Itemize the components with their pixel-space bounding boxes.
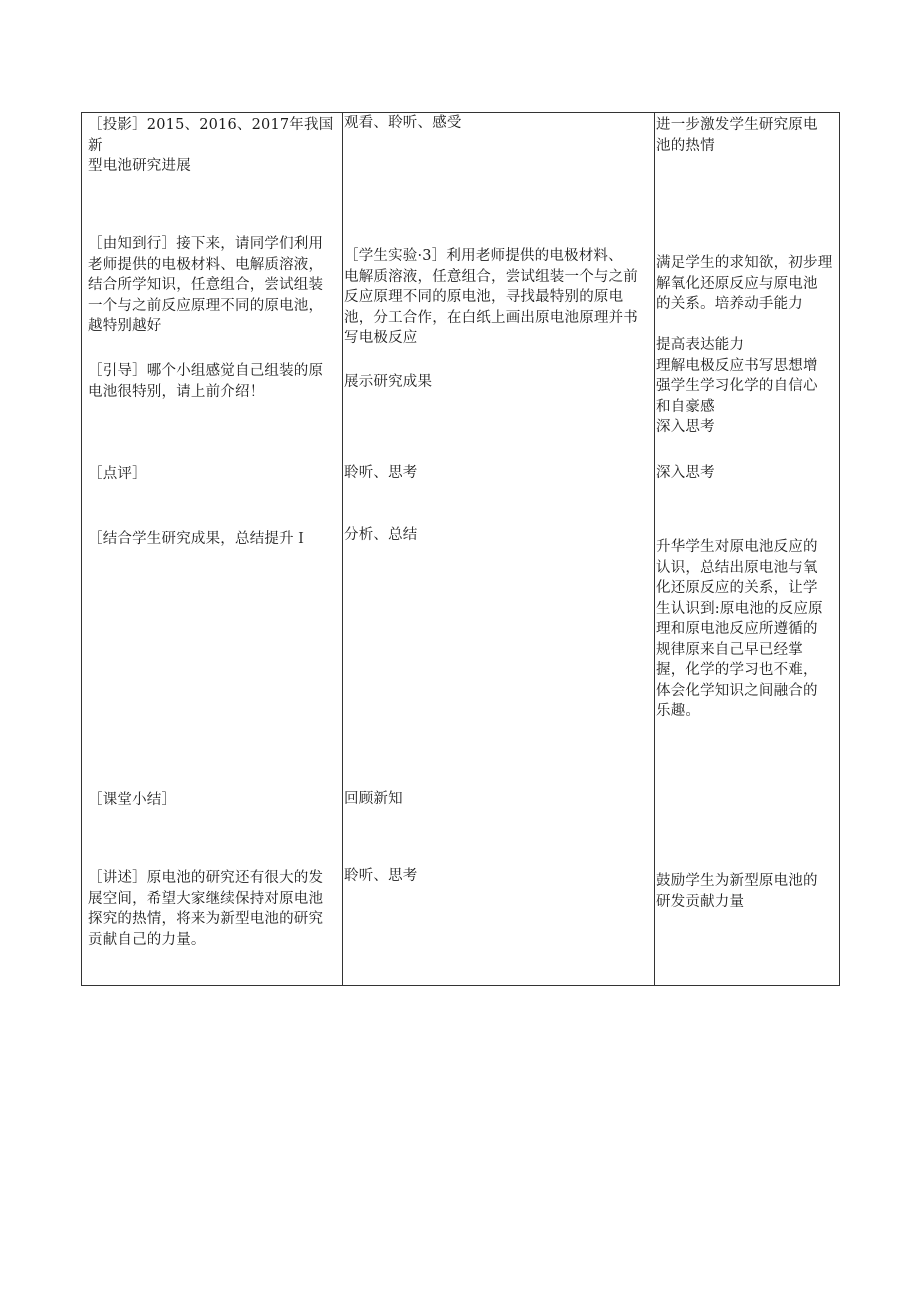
design-intent-expression: 提高表达能力 理解电极反应书写思想增 强学生学习化学的自信心 和自豪感 深入思考 xyxy=(656,337,818,435)
student-activity-analyze: 分析、总结 xyxy=(344,527,418,543)
student-activity-experiment: ［学生实验·3］利用老师提供的电极材料、 电解质溶液，任意组合，尝试组装一个与之前 反应原理不同的原电池，寻找最特别的原电 池，分工合作，在白纸上画出原电池原理并书 写电极反应 xyxy=(344,248,638,346)
design-intent-curiosity: 满足学生的求知欲，初步理 解氧化还原反应与原电池 的关系。培养动手能力 xyxy=(656,255,833,312)
student-activity-review: 回顾新知 xyxy=(344,791,403,807)
student-activity-listen: 聆听、思考 xyxy=(344,465,418,481)
student-activity-present: 展示研究成果 xyxy=(344,374,433,390)
student-activity-watch: 观看、聆听、感受 xyxy=(344,115,462,131)
teacher-activity-lecture: ［讲述］原电池的研究还有很大的发 展空间，希望大家继续保持对原电池 探究的热情，将来为新型电池的研究 贡献自己的力量。 xyxy=(88,870,324,948)
column-divider xyxy=(342,113,343,985)
teacher-activity-comment: ［点评］ xyxy=(88,466,147,482)
design-intent-motivation: 进一步激发学生研究原电 池的热情 xyxy=(656,117,818,154)
teacher-activity-guide: ［引导］哪个小组感觉自己组装的原 电池很特别，请上前介绍！ xyxy=(88,363,324,400)
column-divider xyxy=(654,113,655,985)
student-activity-listen-think: 聆听、思考 xyxy=(344,868,418,884)
teacher-activity-from-knowledge-to-action: ［由知到行］接下来，请同学们利用 老师提供的电极材料、电解质溶液， 结合所学知识，任意组合，尝试组装 一个与之前反应原理不同的原电池， 越特别越好 xyxy=(88,236,324,334)
lesson-plan-table xyxy=(81,112,840,986)
teacher-activity-summary: ［结合学生研究成果，总结提升Ｉ xyxy=(88,531,309,547)
design-intent-encourage: 鼓励学生为新型原电池的 研发贡献力量 xyxy=(656,873,818,910)
teacher-activity-class-summary: ［课堂小结］ xyxy=(88,792,177,808)
teacher-activity-projection: ［投影］2015、2016、2017年我国新 型电池研究进展 xyxy=(88,117,334,174)
design-intent-sublimation: 升华学生对原电池反应的 认识，总结出原电池与氧 化还原反应的关系，让学 生认识到:原电池的反应原 理和原电池反应所遵循的 规律原来自己早已经掌 握，化学的学习也不难， 体会化学知识之间融合的 乐趣。 xyxy=(656,539,823,719)
design-intent-think-deeply: 深入思考 xyxy=(656,465,715,481)
